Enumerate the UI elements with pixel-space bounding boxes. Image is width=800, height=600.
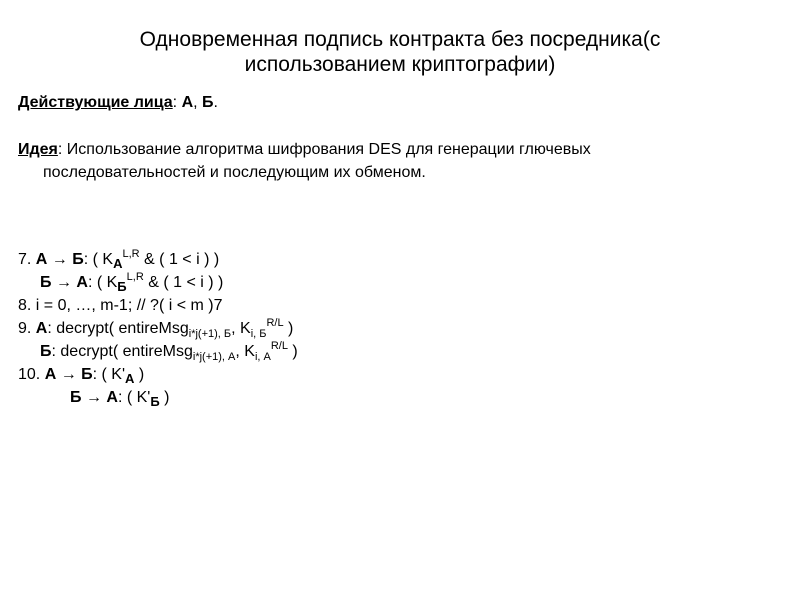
formula-text: : decrypt( entireMsg [47, 320, 189, 337]
arrow: → [51, 274, 77, 291]
actors-sep: : [172, 94, 182, 111]
step-10-b-to-a [18, 386, 298, 409]
step-9-a-decrypt [18, 317, 298, 340]
receiver: Б [81, 366, 93, 383]
receiver: А [106, 389, 118, 406]
sender: А [44, 366, 57, 383]
slide-title-line-2: использованием криптографии) [244, 53, 556, 76]
sender: Б [70, 389, 82, 406]
step-number: 9. [18, 320, 36, 337]
idea-paragraph [18, 138, 743, 184]
key-superscript: L,R [126, 271, 144, 283]
formula-text: & ( 1 < i ) ) [139, 251, 220, 268]
key-subscript: А [113, 256, 123, 271]
key-superscript: R/L [270, 340, 288, 352]
receiver: А [76, 274, 88, 291]
step-10-a-to-b [18, 363, 298, 386]
key-subscript: i, Б [250, 328, 267, 340]
sender: Б [40, 274, 52, 291]
key-subscript: Б [150, 394, 160, 409]
key-subscript: А [125, 371, 135, 386]
formula-text: : decrypt( entireMsg [51, 343, 193, 360]
actors-comma: , [193, 94, 203, 111]
actor: А [35, 320, 48, 337]
slide-title-line-1: Одновременная подпись контракта без посредника(с [139, 28, 661, 51]
actor: Б [40, 343, 52, 360]
step-7-b-to-a [18, 271, 298, 294]
formula-text: : ( K' [117, 389, 151, 406]
formula-text: , K [235, 343, 255, 360]
key-superscript: L,R [122, 248, 140, 260]
formula-text: ) [283, 320, 294, 337]
key-subscript: i, А [254, 351, 271, 363]
step-number: 7. [18, 251, 36, 268]
formula-text: : ( K [87, 274, 118, 291]
step-7-a-to-b [18, 248, 298, 271]
actors-line [18, 93, 218, 113]
formula-text: & ( 1 < i ) ) [143, 274, 224, 291]
msg-subscript: i*j(+1), Б [188, 328, 232, 340]
formula-text: : ( K' [92, 366, 126, 383]
key-subscript: Б [117, 279, 127, 294]
formula-text: : ( K [83, 251, 114, 268]
idea-text: : Использование алгоритма шифрования DES для генерации глючевых последовательностей и последующим их обменом. [43, 141, 591, 181]
formula-text: ) [134, 366, 145, 383]
actors-end: . [213, 94, 218, 111]
formula-text: , K [231, 320, 251, 337]
idea-label: Идея [18, 141, 58, 158]
arrow: → [81, 389, 107, 406]
receiver: Б [72, 251, 84, 268]
formula-text: ) [159, 389, 170, 406]
step-8-loop: 8. i = 0, …, m-1; // ?( i < m )7 [18, 297, 223, 314]
arrow: → [56, 366, 82, 383]
actor-b: Б [202, 94, 214, 111]
step-9-b-decrypt [18, 340, 298, 363]
formula-text: ) [287, 343, 298, 360]
actor-a: А [181, 94, 194, 111]
slide-title [0, 27, 800, 77]
sender: А [35, 251, 48, 268]
key-superscript: R/L [266, 317, 284, 329]
arrow: → [47, 251, 73, 268]
protocol-steps [18, 248, 298, 409]
actors-label: Действующие лица [18, 94, 173, 111]
step-number: 10. [18, 366, 45, 383]
msg-subscript: i*j(+1), А [192, 351, 236, 363]
